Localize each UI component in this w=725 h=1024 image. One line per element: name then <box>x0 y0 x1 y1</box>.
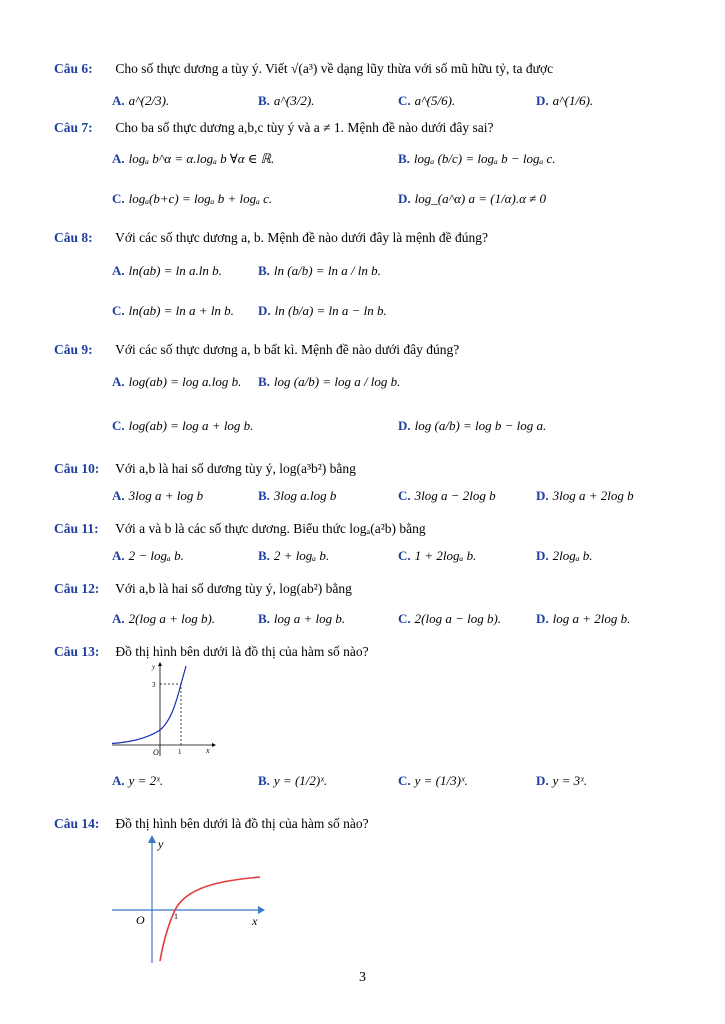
x-axis-label: x <box>252 914 258 928</box>
tick-y-label: 3 <box>152 681 156 689</box>
option-b: B. log (a/b) = log a / log b. <box>258 374 401 389</box>
question-label: Câu 9: <box>54 342 93 357</box>
x-arrow <box>212 743 216 747</box>
question-text: Với a,b là hai số dương tùy ý, log(ab²) bằng <box>115 581 352 596</box>
option-c: C. log(ab) = log a + log b. <box>112 418 254 433</box>
question-text: Với các số thực dương a, b bất kì. Mệnh đề nào dưới đây đúng? <box>115 342 460 357</box>
question-label: Câu 11: <box>54 521 99 536</box>
option-d: D. log (a/b) = log b − log a. <box>398 418 547 433</box>
option-c: C. logₐ(b+c) = logₐ b + logₐ c. <box>112 191 273 206</box>
option-a: A. 2 − logₐ b. <box>112 548 184 563</box>
question-label: Câu 10: <box>54 461 100 476</box>
question-label: Câu 12: <box>54 581 100 596</box>
option-d: D. a^(1/6). <box>536 93 594 108</box>
option-b: B. y = (1/2)ˣ. <box>258 773 328 788</box>
option-c: C. ln(ab) = ln a + ln b. <box>112 303 234 318</box>
question-label: Câu 13: <box>54 644 100 659</box>
option-c: C. 2(log a − log b). <box>398 611 502 626</box>
question-9 <box>54 341 459 359</box>
origin-label: O <box>153 748 159 757</box>
option-b: B. 2 + logₐ b. <box>258 548 330 563</box>
question-text: Đồ thị hình bên dưới là đồ thị của hàm số nào? <box>115 644 369 659</box>
question-text: Với các số thực dương a, b. Mệnh đề nào dưới đây là mệnh đề đúng? <box>115 230 489 245</box>
graph-13 <box>108 660 218 760</box>
tick-x-label: 1 <box>174 912 178 921</box>
option-a: A. 2(log a + log b). <box>112 611 216 626</box>
option-a: A. ln(ab) = ln a.ln b. <box>112 263 222 278</box>
x-arrow <box>258 906 265 914</box>
question-text: Cho ba số thực dương a,b,c tùy ý và a ≠ 1. Mệnh đề nào dưới đây sai? <box>115 120 494 135</box>
question-10 <box>54 460 356 478</box>
option-b: B. ln (a/b) = ln a / ln b. <box>258 263 381 278</box>
curve-13 <box>112 666 186 744</box>
option-d: D. 2logₐ b. <box>536 548 593 563</box>
tick-x-label: 1 <box>178 748 182 756</box>
option-a: A. log(ab) = log a.log b. <box>112 374 242 389</box>
option-c: C. 1 + 2logₐ b. <box>398 548 477 563</box>
y-arrow <box>148 835 156 843</box>
x-axis-label: x <box>206 746 210 755</box>
graph-14 <box>108 833 268 965</box>
option-b: B. 3log a.log b <box>258 488 337 503</box>
question-text: Đồ thị hình bên dưới là đồ thị của hàm số nào? <box>115 816 369 831</box>
option-a: A. 3log a + log b <box>112 488 204 503</box>
question-14 <box>54 815 369 833</box>
origin-label: O <box>136 913 145 927</box>
option-d: D. 3log a + 2log b <box>536 488 634 503</box>
question-text: Với a và b là các số thực dương. Biểu thức logₐ(a²b) bằng <box>115 521 426 536</box>
option-d: D. ln (b/a) = ln a − ln b. <box>258 303 387 318</box>
question-8 <box>54 229 488 247</box>
question-text: Với a,b là hai số dương tùy ý, log(a³b²) bằng <box>115 461 356 476</box>
question-7 <box>54 119 493 137</box>
question-label: Câu 14: <box>54 816 100 831</box>
question-label: Câu 8: <box>54 230 93 245</box>
y-axis-label: y <box>158 837 164 851</box>
option-b: B. log a + log b. <box>258 611 346 626</box>
y-axis-label: y <box>152 663 156 671</box>
question-13 <box>54 643 369 661</box>
y-arrow <box>158 662 162 666</box>
page-number: 3 <box>359 970 366 985</box>
question-6 <box>54 60 553 78</box>
option-d: D. log_(a^α) a = (1/α).α ≠ 0 <box>398 191 547 206</box>
option-b: B. logₐ (b/c) = logₐ b − logₐ c. <box>398 151 556 166</box>
option-a: A. y = 2ˣ. <box>112 773 164 788</box>
question-12 <box>54 580 352 598</box>
option-c: C. a^(5/6). <box>398 93 456 108</box>
option-a: A. a^(2/3). <box>112 93 170 108</box>
question-11 <box>54 520 426 538</box>
option-b: B. a^(3/2). <box>258 93 315 108</box>
question-label: Câu 6: <box>54 61 93 76</box>
question-text: Cho số thực dương a tùy ý. Viết √(a³) về dạng lũy thừa với số mũ hữu tỷ, ta được <box>115 61 554 76</box>
option-d: D. log a + 2log b. <box>536 611 631 626</box>
option-a: A. logₐ b^α = α.logₐ b ∀α ∈ ℝ. <box>112 151 275 166</box>
option-d: D. y = 3ˣ. <box>536 773 588 788</box>
option-c: C. y = (1/3)ˣ. <box>398 773 468 788</box>
option-c: C. 3log a − 2log b <box>398 488 496 503</box>
question-label: Câu 7: <box>54 120 93 135</box>
